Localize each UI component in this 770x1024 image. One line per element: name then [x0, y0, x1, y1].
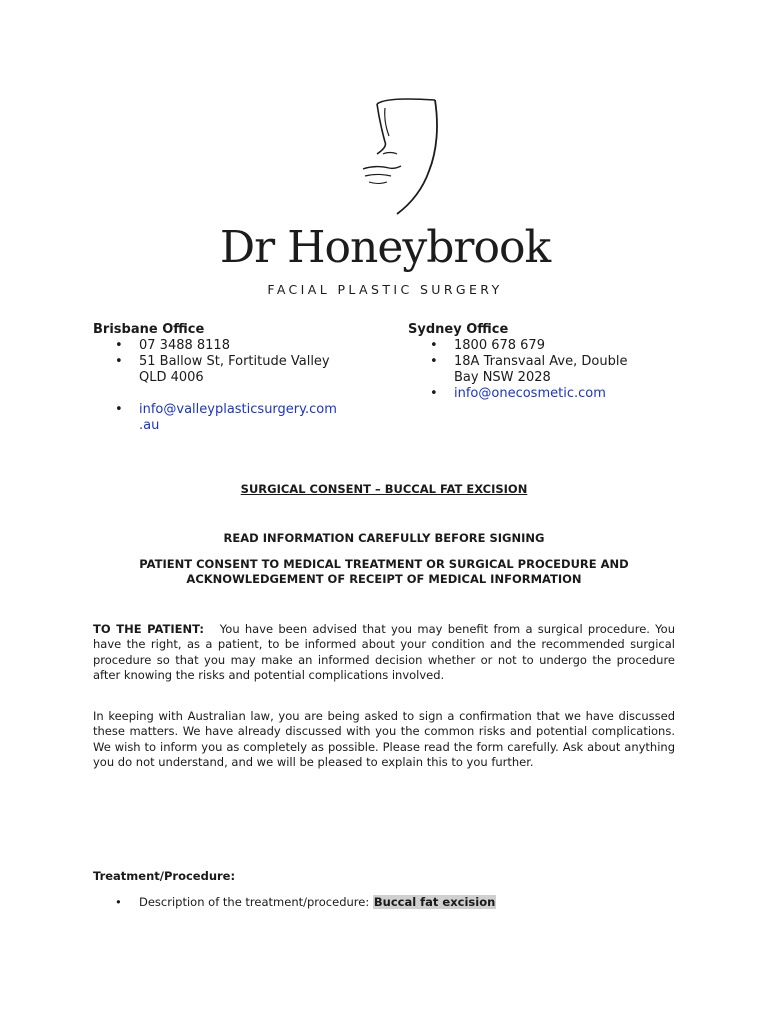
office-address: • 18A Transvaal Ave, Double Bay NSW 2028	[430, 354, 628, 385]
treatment-description-label: Description of the treatment/procedure:	[139, 895, 370, 909]
australian-law-paragraph: In keeping with Australian law, you are being asked to sign a confirmation that we have discussed these matters. We have already discussed with you the common risks and potential complications. We wish to inform you as completely as possible. Please read the form carefully. Ask about anything you do not understand, and we will be pleased to explain this to you further.	[93, 709, 675, 770]
patient-consent-heading: PATIENT CONSENT TO MEDICAL TREATMENT OR SURGICAL PROCEDURE AND ACKNOWLEDGEMENT OF RECEIPT OF MEDICAL INFORMATION	[139, 557, 629, 586]
treatment-heading: Treatment/Procedure:	[93, 869, 236, 883]
paragraph-lead: TO THE PATIENT:	[93, 622, 204, 636]
bullet-icon: •	[115, 338, 123, 353]
office-phone: • 1800 678 679	[430, 338, 545, 353]
bullet-icon: •	[430, 354, 438, 369]
sydney-office	[408, 322, 678, 402]
bullet-icon: •	[430, 386, 438, 401]
bullet-icon: •	[115, 895, 122, 909]
office-phone: • 07 3488 8118	[115, 338, 230, 353]
to-the-patient-paragraph	[93, 622, 675, 684]
email-link[interactable]: info@valleyplasticsurgery.com .au	[139, 402, 337, 433]
document-title: SURGICAL CONSENT – BUCCAL FAT EXCISION	[240, 482, 528, 496]
office-title: Sydney Office	[408, 322, 509, 337]
bullet-icon: •	[115, 402, 123, 417]
face-profile-icon	[355, 96, 445, 218]
office-email	[93, 402, 368, 434]
brand-subtitle: FACIAL PLASTIC SURGERY	[267, 282, 503, 297]
read-info-heading: READ INFORMATION CAREFULLY BEFORE SIGNING	[223, 531, 545, 545]
treatment-description-value: Buccal fat excision	[373, 895, 496, 909]
office-title: Brisbane Office	[93, 322, 205, 337]
office-details-list	[93, 338, 368, 434]
email-link[interactable]: info@onecosmetic.com	[454, 386, 606, 401]
brand-name: Dr Honeybrook	[219, 222, 551, 273]
bullet-icon: •	[430, 338, 438, 353]
bullet-icon: •	[115, 354, 123, 369]
office-email	[408, 386, 678, 402]
brisbane-office	[93, 322, 368, 434]
office-details-list	[408, 338, 678, 402]
paragraph-body: You have been advised that you may benefit from a surgical procedure. You have the right, as a patient, to be informed about your condition and the recommended surgical procedure so that you may make an informed decision whether or not to undergo the procedure after knowing the risks and potential complications involved.	[93, 622, 676, 683]
office-address: • 51 Ballow St, Fortitude Valley QLD 4006	[115, 354, 330, 385]
